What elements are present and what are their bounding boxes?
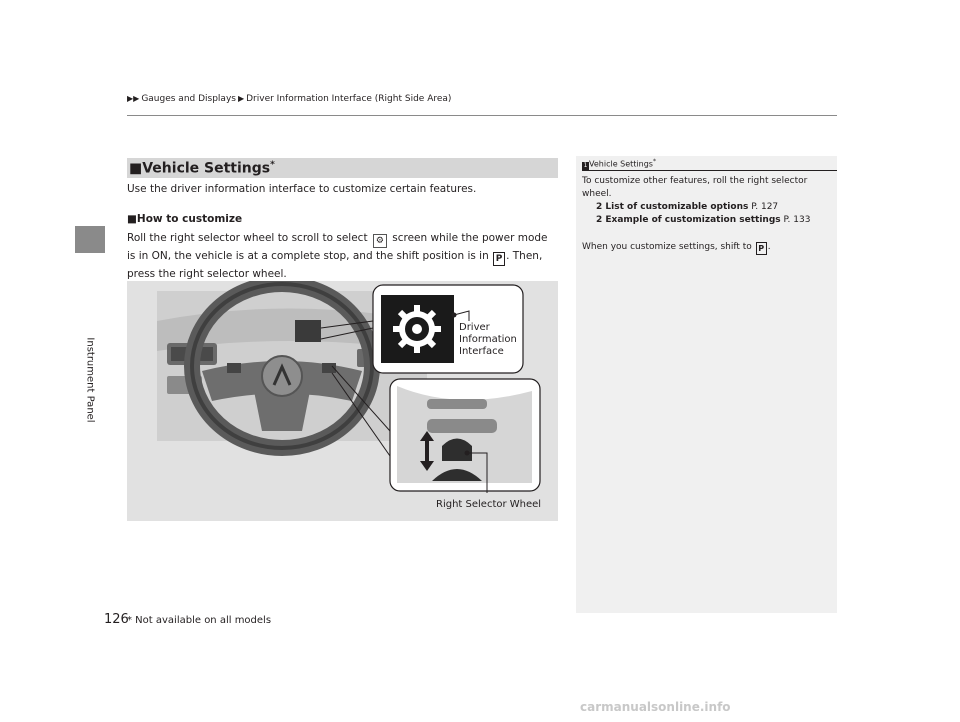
- header-divider: [127, 115, 837, 116]
- dii-label-line-3: Interface: [459, 346, 504, 357]
- reference-arrow-icon: 2: [596, 215, 606, 225]
- instruction-paragraph: [127, 230, 559, 283]
- sidebar-line-3-end: .: [767, 242, 771, 252]
- dii-label-line-1: Driver: [459, 322, 490, 333]
- section-bullet: ■: [129, 160, 143, 177]
- note-icon: 1: [583, 161, 588, 169]
- arrow-right-icon: ▶▶: [127, 94, 140, 103]
- reference-arrow-icon: 2: [596, 202, 606, 212]
- gear-icon: [393, 305, 441, 353]
- section-title-text: Vehicle Settings: [142, 160, 271, 177]
- intro-text: Use the driver information interface to customize certain features.: [127, 183, 477, 195]
- p-key-icon: P: [493, 252, 505, 266]
- gear-icon: ⚙: [373, 234, 387, 248]
- breadcrumb-part-2: Driver Information Interface (Right Side Area): [246, 94, 452, 104]
- sidebar-divider: [582, 170, 837, 171]
- callout-overlay: [127, 281, 558, 521]
- sidebar-ref-1[interactable]: [596, 201, 778, 214]
- breadcrumb: [127, 94, 451, 104]
- sidebar-ref-1-label[interactable]: List of customizable options: [605, 202, 749, 212]
- paragraph-part-2: screen while the power mode is in ON, the vehicle is at a complete stop, and the shift position is in: [127, 232, 548, 262]
- footnote: * Not available on all models: [127, 615, 272, 626]
- page-number: 126: [104, 612, 129, 627]
- dii-label: [459, 322, 517, 358]
- sidebar-heading-text: Vehicle Settings: [589, 159, 653, 169]
- sidebar-ref-2-page[interactable]: P. 133: [783, 215, 811, 225]
- watermark: carmanualsonline.info: [580, 700, 731, 714]
- paragraph-part-1: Roll the right selector wheel to scroll to select: [127, 232, 368, 244]
- sidebar-heading: [582, 158, 656, 170]
- side-tab-label: Instrument Panel: [84, 337, 96, 423]
- sidebar-ref-2[interactable]: [596, 214, 810, 227]
- sidebar-ref-2-label[interactable]: Example of customization settings: [605, 215, 781, 225]
- side-tab-marker: [75, 226, 105, 253]
- arrow-right-icon: ▶: [237, 94, 245, 103]
- subheading: ■How to customize: [127, 213, 243, 225]
- sidebar-line-3: [582, 241, 771, 255]
- p-key-icon: P: [756, 242, 767, 255]
- paragraph-part-3: . Then, press the right selector wheel.: [127, 250, 543, 280]
- section-asterisk: *: [270, 159, 275, 170]
- wheel-label: Right Selector Wheel: [436, 499, 542, 510]
- section-title: [127, 160, 275, 177]
- section-header: [127, 158, 558, 178]
- sidebar-line-2: wheel.: [582, 189, 612, 199]
- sidebar-asterisk: *: [652, 158, 656, 165]
- breadcrumb-part-1: Gauges and Displays: [141, 94, 236, 104]
- dii-label-line-2: Information: [459, 334, 517, 345]
- sidebar-line-1: To customize other features, roll the right selector: [582, 176, 808, 186]
- sidebar-line-3-text: When you customize settings, shift to: [582, 242, 752, 252]
- sidebar-ref-1-page[interactable]: P. 127: [751, 202, 779, 212]
